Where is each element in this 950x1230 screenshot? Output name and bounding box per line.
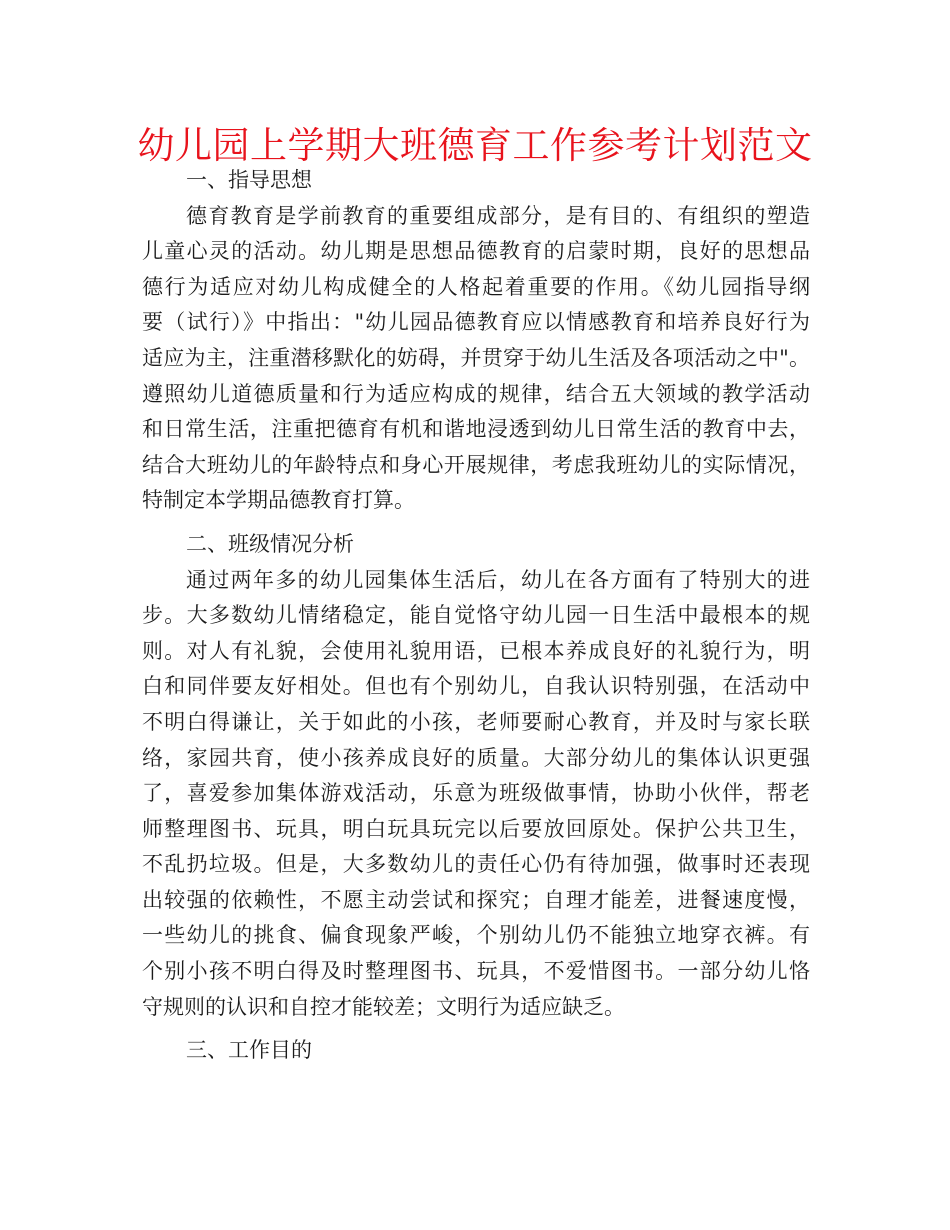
paragraph-line: 儿童心灵的活动。幼儿期是思想品德教育的启蒙时期，良好的思想品 bbox=[142, 239, 810, 264]
paragraph-line: 一些幼儿的挑食、偏食现象严峻，个别幼儿仍不能独立地穿衣裤。有 bbox=[142, 923, 810, 948]
document-body bbox=[142, 163, 810, 1069]
section-heading-guiding-ideology: 一、指导思想 bbox=[186, 168, 312, 192]
paragraph-guiding-ideology bbox=[142, 199, 810, 519]
paragraph-line: 师整理图书、玩具，明白玩具玩完以后要放回原处。保护公共卫生， bbox=[142, 816, 810, 841]
paragraph-line: 则。对人有礼貌，会使用礼貌用语，已根本养成良好的礼貌行为，明 bbox=[142, 638, 810, 663]
paragraph-line: 遵照幼儿道德质量和行为适应构成的规律，结合五大领域的教学活动 bbox=[142, 381, 810, 406]
paragraph-line: 结合大班幼儿的年龄特点和身心开展规律，考虑我班幼儿的实际情况， bbox=[142, 452, 810, 477]
paragraph-line: 白和同伴要友好相处。但也有个别幼儿，自我认识特别强，在活动中 bbox=[142, 674, 810, 699]
paragraph-line: 步。大多数幼儿情绪稳定，能自觉恪守幼儿园一日生活中最根本的规 bbox=[142, 603, 810, 628]
paragraph-line: 守规则的认识和自控才能较差；文明行为适应缺乏。 bbox=[142, 994, 625, 1019]
paragraph-line: 德育教育是学前教育的重要组成部分，是有目的、有组织的塑造 bbox=[186, 203, 810, 228]
paragraph-line: 特制定本学期品德教育打算。 bbox=[142, 488, 415, 513]
document-title: 幼儿园上学期大班德育工作参考计划范文 bbox=[137, 124, 813, 167]
paragraph-line: 个别小孩不明白得及时整理图书、玩具，不爱惜图书。一部分幼儿恪 bbox=[142, 959, 810, 984]
paragraph-line: 和日常生活，注重把德育有机和谐地浸透到幼儿日常生活的教育中去， bbox=[142, 417, 810, 442]
paragraph-line: 适应为主，注重潜移默化的妨碍，并贯穿于幼儿生活及各项活动之中"。 bbox=[142, 345, 810, 370]
section-heading-work-goals: 三、工作目的 bbox=[186, 1038, 312, 1063]
paragraph-line: 要（试行）》中指出："幼儿园品德教育应以情感教育和培养良好行为 bbox=[142, 310, 810, 335]
paragraph-line: 不明白得谦让，关于如此的小孩，老师要耐心教育，并及时与家长联 bbox=[142, 709, 810, 734]
section-heading-class-analysis: 二、班级情况分析 bbox=[186, 531, 354, 556]
paragraph-line: 了，喜爱参加集体游戏活动，乐意为班级做事情，协助小伙伴，帮老 bbox=[142, 781, 810, 806]
paragraph-class-analysis bbox=[142, 563, 810, 1026]
paragraph-line: 出较强的依赖性，不愿主动尝试和探究；自理才能差，进餐速度慢， bbox=[142, 887, 810, 912]
paragraph-line: 德行为适应对幼儿构成健全的人格起着重要的作用。《幼儿园指导纲 bbox=[142, 274, 810, 299]
paragraph-line: 络，家园共育，使小孩养成良好的质量。大部分幼儿的集体认识更强 bbox=[142, 745, 810, 770]
paragraph-line: 不乱扔垃圾。但是，大多数幼儿的责任心仍有待加强，做事时还表现 bbox=[142, 852, 810, 877]
paragraph-line: 通过两年多的幼儿园集体生活后，幼儿在各方面有了特别大的进 bbox=[186, 567, 810, 592]
